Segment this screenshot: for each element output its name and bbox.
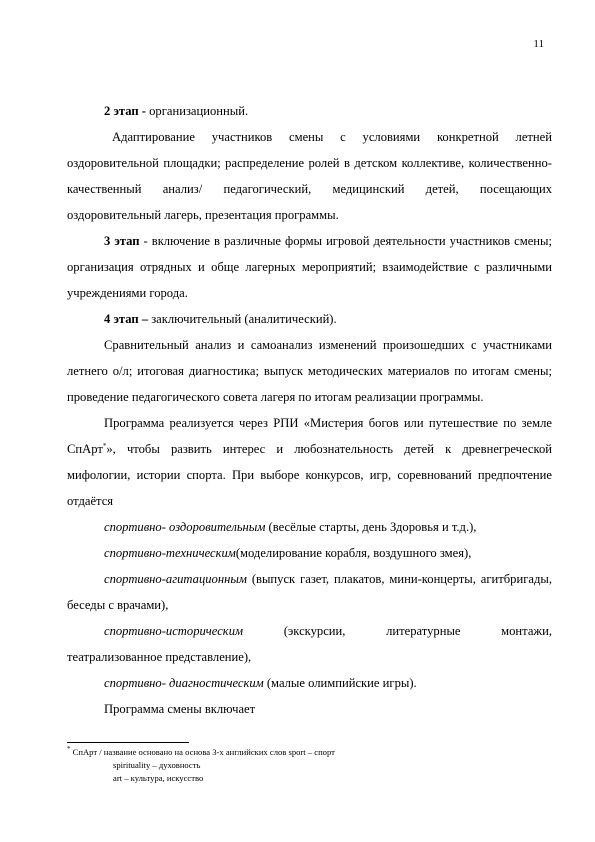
stage4-body: Сравнительный анализ и самоанализ изменений произошедших с участниками летнего о/л; итоговая диагностика; выпуск методических материалов по итогам смены; проведение педагогического совета лагеря по итогам реализации программы. bbox=[67, 338, 552, 404]
program-paragraph bbox=[67, 410, 552, 514]
program-text-end: », чтобы развить интерес и любознательность детей к древнегреческой мифологии, истории спорта. При выборе конкурсов, игр, соревнований предпочтение отдаётся bbox=[67, 442, 552, 508]
list-item bbox=[67, 540, 552, 566]
item-term: спортивно- диагностическим bbox=[104, 676, 264, 690]
item-word: литературные bbox=[386, 624, 461, 638]
footnote bbox=[67, 746, 335, 785]
item-description: (моделирование корабля, воздушного змея), bbox=[235, 546, 472, 560]
footnote-line: spirituality – духовность bbox=[113, 760, 201, 770]
stage4-heading bbox=[67, 306, 552, 332]
document-body bbox=[67, 98, 552, 722]
footnote-line bbox=[67, 746, 335, 759]
item-description: (выпуск газет, плакатов, мини-концерты, агитбригады, беседы с врачами), bbox=[67, 572, 552, 612]
list-item bbox=[67, 670, 552, 696]
stage4-title-rest: заключительный (аналитический). bbox=[148, 312, 337, 326]
stage2-title-rest: организационный. bbox=[145, 104, 249, 118]
program-text-start: Программа реализуется через РПИ «Мистерия богов или путешествие по земле СпАрт bbox=[67, 416, 552, 456]
item-term: спортивно-техническим bbox=[104, 546, 236, 560]
item-word: монтажи, bbox=[501, 624, 552, 638]
item-term: спортивно-историческим bbox=[104, 624, 244, 638]
list-item bbox=[67, 514, 552, 540]
footnote-mark: * bbox=[67, 745, 71, 754]
list-item bbox=[67, 618, 552, 644]
page-number: 11 bbox=[533, 38, 544, 50]
footnote-line: art – культура, искусство bbox=[113, 773, 204, 783]
stage3-body: - включение в различные формы игровой деятельности участников смены; организация отрядных и обще лагерных мероприятий; взаимодействие с различными учреждениями города. bbox=[67, 234, 552, 300]
list-item bbox=[67, 566, 552, 618]
stage4-title: 4 этап – bbox=[104, 312, 149, 326]
stage2-title: 2 этап - bbox=[104, 104, 146, 118]
footnote-ref: * bbox=[102, 441, 107, 450]
item-description: (малые олимпийские игры). bbox=[263, 676, 417, 690]
stage3-title: 3 этап bbox=[104, 234, 140, 248]
footnote-text: СпАрт / название основано на основа 3-х английских слов sport – спорт bbox=[70, 747, 335, 757]
stage2-heading bbox=[67, 98, 552, 124]
item-continuation: театрализованное представление), bbox=[67, 650, 252, 664]
stage3-paragraph bbox=[67, 228, 552, 306]
item-term: спортивно-агитационным bbox=[104, 572, 247, 586]
stage2-body: Адаптирование участников смены с условиями конкретной летней оздоровительной площадки; распределение ролей в детском коллективе, количественно- качественный анализ/ педагогический, медицинский детей, посещающих оздоровительный лагерь, презентация программы. bbox=[67, 130, 552, 222]
item-description: (весёлые старты, день Здоровья и т.д.), bbox=[265, 520, 477, 534]
footnote-divider bbox=[67, 742, 189, 743]
item-term: спортивно- оздоровительным bbox=[104, 520, 266, 534]
item-word: (экскурсии, bbox=[283, 624, 346, 638]
closing-line: Программа смены включает bbox=[104, 702, 256, 716]
